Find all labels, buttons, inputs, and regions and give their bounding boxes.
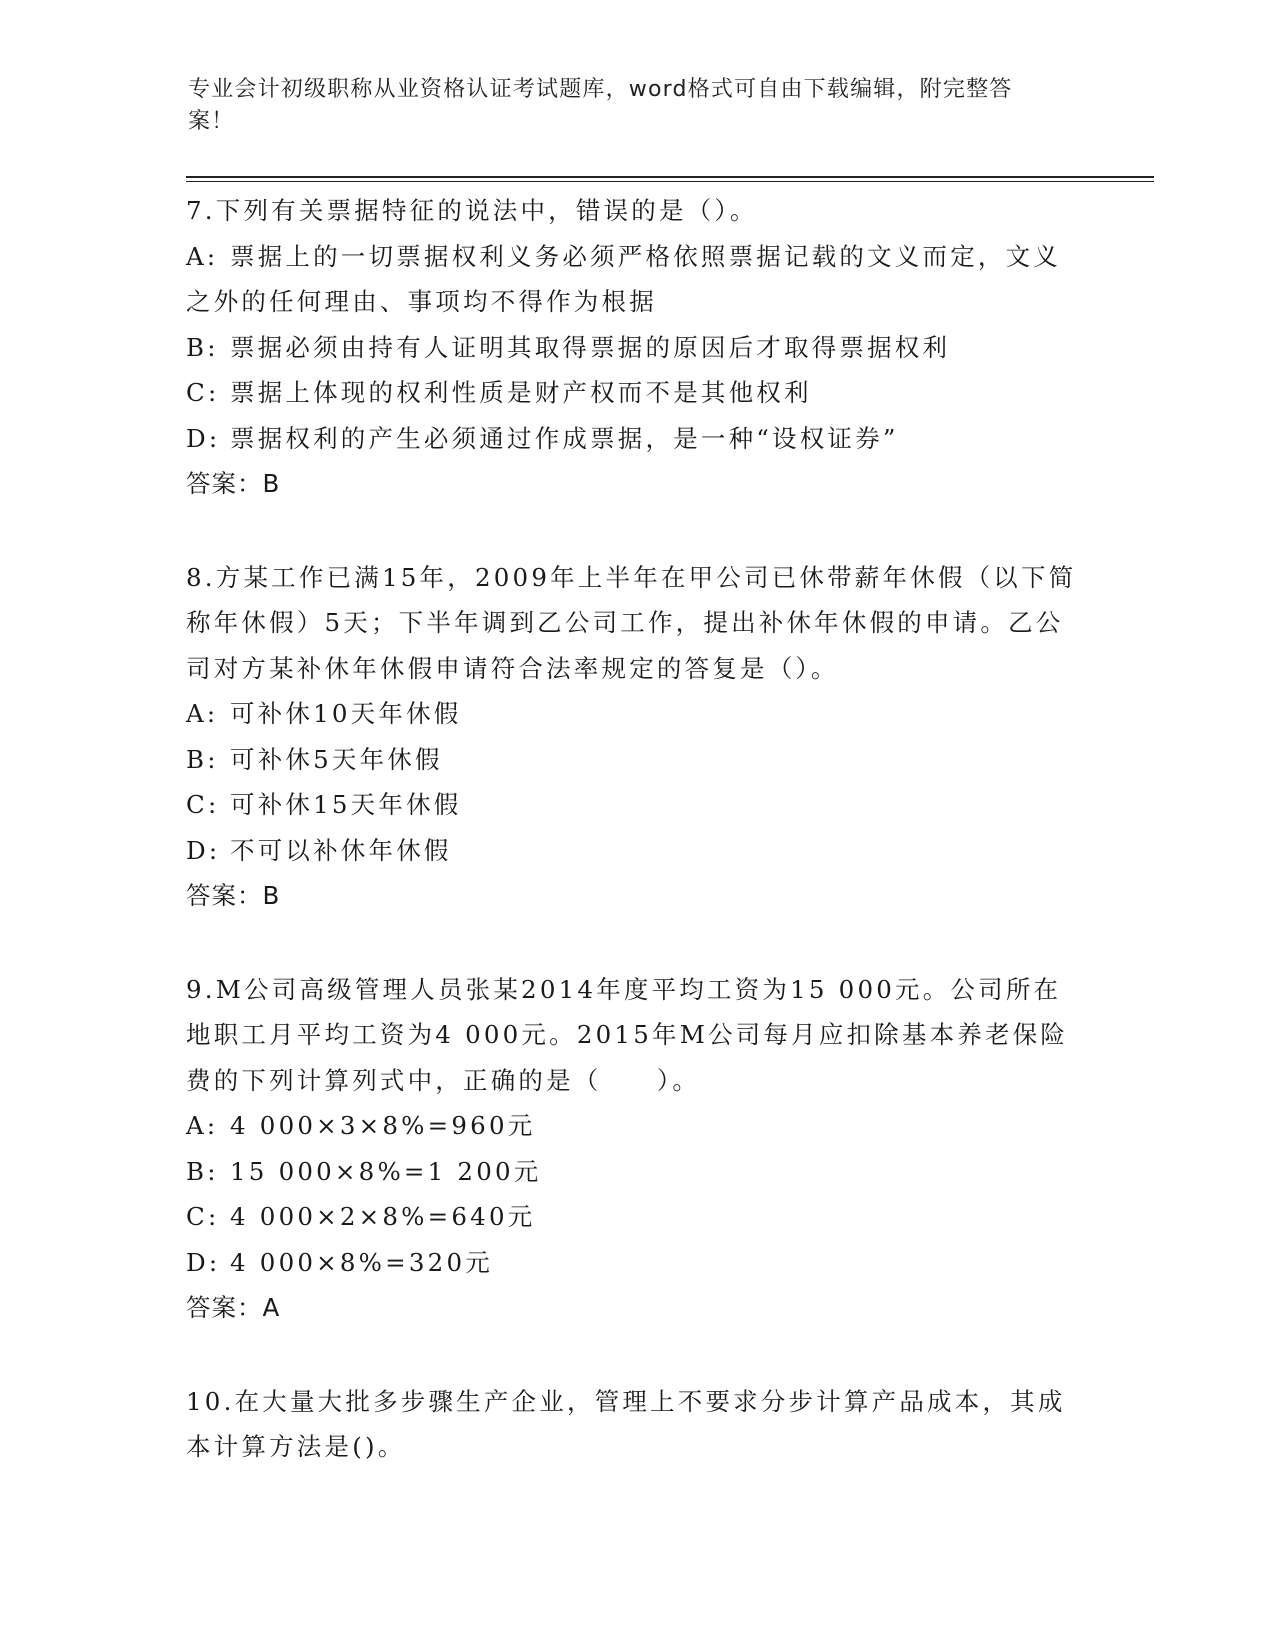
option-text: 票据权利的产生必须通过作成票据，是一种“设权证券” (230, 423, 899, 453)
option-label: B: (186, 332, 219, 362)
option-text: 票据上体现的权利性质是财产权而不是其他权利 (230, 378, 812, 407)
option-label: A: (186, 241, 219, 271)
option-c (186, 782, 1086, 828)
option-d (186, 828, 1086, 874)
question-10 (186, 1379, 1086, 1470)
question-list (186, 188, 1086, 1518)
header-divider-thin (186, 181, 1154, 182)
option-text: 15 000×8%=1 200元 (230, 1156, 542, 1186)
option-text: 可补休5天年休假 (230, 744, 443, 774)
option-label: A: (186, 1111, 219, 1140)
header-line-2: 案！ (188, 109, 235, 134)
answer: 答案：B (186, 469, 281, 498)
option-label: A: (186, 699, 219, 728)
question-text: 9.M公司高级管理人员张某2014年度平均工资为15 000元。公司所在地职工月平均工资为4 000元。2015年M公司每月应扣除基本养老保险费的下列计算列式中，正确的是（ ）。 (186, 974, 1069, 1095)
option-text: 票据上的一切票据权利义务必须严格依照票据记载的文义而定，文义之外的任何理由、事项均不得作为根据 (186, 241, 1061, 316)
question-text: 7.下列有关票据特征的说法中，错误的是（）。 (186, 196, 758, 225)
option-a (186, 691, 1086, 737)
option-text: 票据必须由持有人证明其取得票据的原因后才取得票据权利 (230, 332, 951, 362)
option-label: B: (186, 1156, 219, 1186)
option-text: 4 000×3×8%=960元 (230, 1111, 536, 1140)
option-text: 不可以补休年休假 (230, 835, 452, 865)
header-divider-thick (186, 176, 1154, 178)
question-7 (186, 188, 1086, 507)
option-d (186, 1240, 1086, 1286)
option-text: 可补休15天年休假 (230, 790, 462, 819)
option-label: C: (186, 378, 220, 407)
option-text: 可补休10天年休假 (230, 699, 462, 728)
option-d (186, 416, 1086, 462)
option-label: D: (186, 1247, 221, 1277)
option-label: D: (186, 835, 221, 865)
option-text: 4 000×2×8%=640元 (230, 1202, 536, 1231)
question-8 (186, 555, 1086, 919)
option-a (186, 1103, 1086, 1149)
option-b (186, 1149, 1086, 1195)
option-label: C: (186, 790, 220, 819)
answer: 答案：A (186, 1293, 281, 1322)
option-c (186, 1194, 1086, 1240)
answer: 答案：B (186, 881, 281, 910)
option-label: C: (186, 1202, 220, 1231)
option-label: D: (186, 423, 221, 453)
option-b (186, 325, 1086, 371)
option-b (186, 737, 1086, 783)
page-header (188, 74, 1068, 138)
question-text: 8.方某工作已满15年，2009年上半年在甲公司已休带薪年休假（以下简称年休假）5天；下半年调到乙公司工作，提出补休年休假的申请。乙公司对方某补休年休假申请符合法率规定的答复是（）。 (186, 562, 1077, 683)
option-a (186, 234, 1086, 325)
header-line-1: 专业会计初级职称从业资格认证考试题库，word格式可自由下载编辑，附完整答 (188, 77, 1013, 102)
option-c (186, 370, 1086, 416)
question-text: 10.在大量大批多步骤生产企业，管理上不要求分步计算产品成本，其成本计算方法是()。 (186, 1386, 1066, 1461)
option-text: 4 000×8%=320元 (230, 1247, 493, 1277)
question-9 (186, 967, 1086, 1331)
option-label: B: (186, 744, 219, 774)
